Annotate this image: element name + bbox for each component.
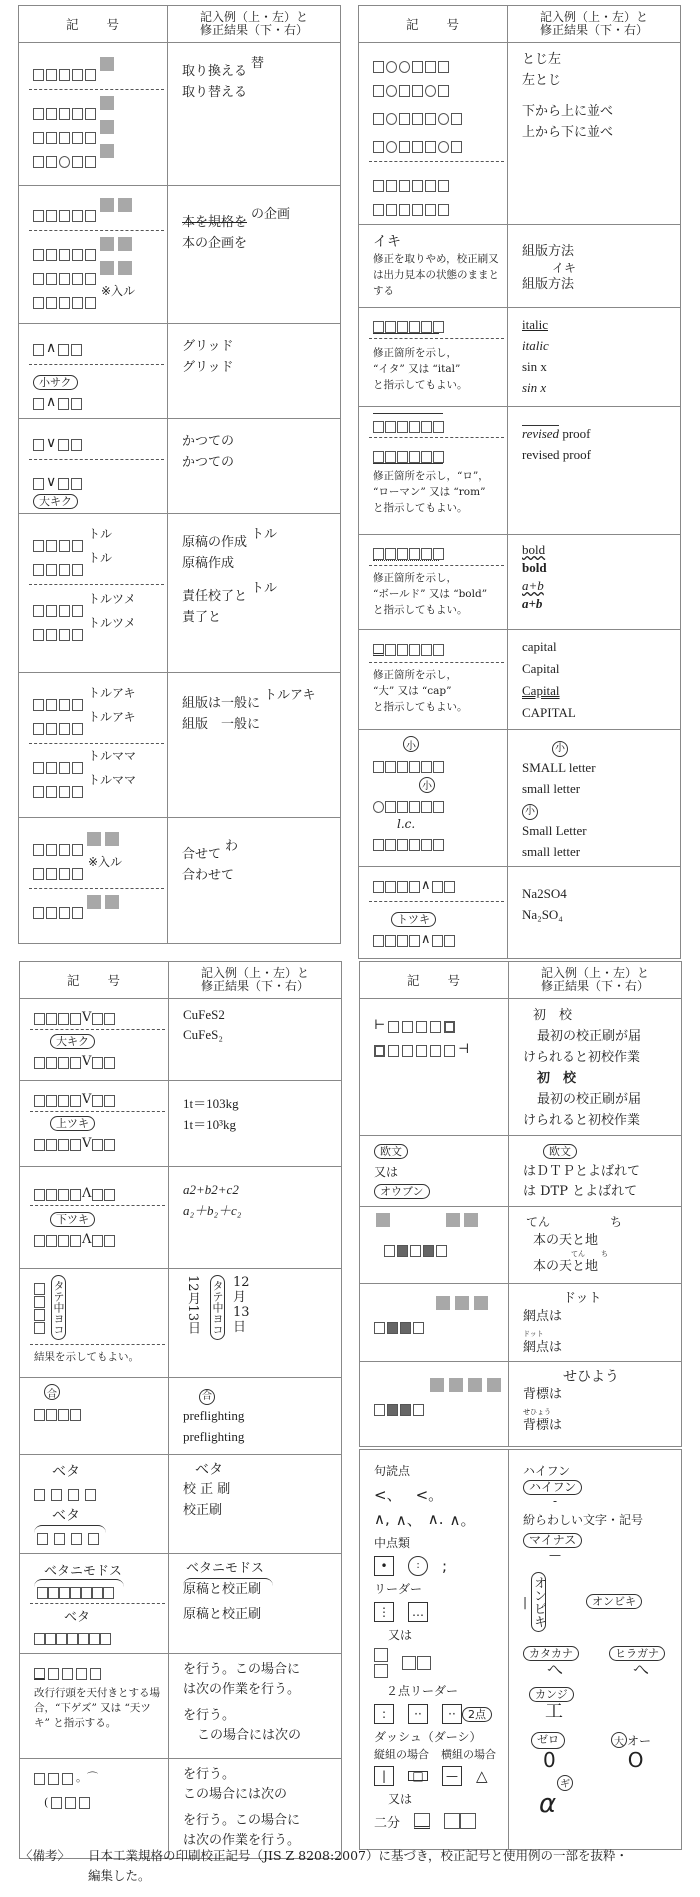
- section-title: ハイフン: [523, 1463, 571, 1478]
- middot-marks: • : ;: [374, 1556, 500, 1576]
- label-pill: タテ中ヨコ: [51, 1275, 66, 1340]
- symbol-cell: [20, 1269, 169, 1378]
- symbol-cell: 。⌒ (: [20, 1759, 169, 1859]
- note-text: 改行行頭を天付きとする場合，“下ゲズ” 又は “天ツキ” と指示する。: [34, 1687, 160, 1729]
- result-text: small letter: [522, 781, 581, 796]
- example-text: 組版方法: [522, 244, 575, 259]
- example-text: を行う。この場合に: [183, 1662, 301, 1677]
- example-cell: [508, 630, 681, 730]
- delete-label: トルツメ: [88, 616, 136, 630]
- header-example-line: 修正結果（下・右）: [200, 979, 309, 993]
- correction-mark: 替: [251, 56, 265, 71]
- ruby-mark: ドット: [563, 1291, 602, 1306]
- example-cell: [169, 1759, 342, 1859]
- example-text: は次の作業を行う。: [183, 1682, 301, 1697]
- symbol-cell: [359, 630, 508, 730]
- symbol-cell: [360, 1136, 509, 1207]
- row-halfwidth: [360, 1136, 682, 1207]
- ruby-text: せひょう: [523, 1408, 551, 1416]
- note-text: 修正箇所を示し，: [373, 669, 457, 681]
- result-text: revised proof: [522, 447, 591, 462]
- result-text: 組版 一般に: [182, 717, 261, 732]
- example-text: 初 校: [533, 1008, 573, 1023]
- example-text: Small Letter: [522, 823, 587, 838]
- correction-mark: トル: [251, 581, 278, 596]
- example-cell: [508, 407, 681, 535]
- example-cell: [508, 535, 681, 630]
- symbol-cell: [359, 407, 508, 535]
- zero-char: 0: [543, 1747, 556, 1772]
- footnote-text: 日本工業規格の印刷校正記号（JIS Z 8208:2007）に基づき，校正記号と使用例の一部を抜粋・: [88, 1848, 628, 1863]
- row-italic: [359, 308, 681, 407]
- row-ligature: [20, 1378, 342, 1455]
- row-restore-solid: [20, 1554, 342, 1654]
- delete-label: トルアキ: [88, 710, 136, 724]
- result-text: を行う。: [183, 1708, 236, 1723]
- example-text: 原稿の作成: [182, 535, 248, 550]
- result-text: 本の天と地: [533, 1259, 599, 1274]
- example-text: 1t＝103kg: [183, 1096, 239, 1111]
- example-cell: [168, 673, 341, 818]
- example-text: 網点は: [523, 1309, 563, 1324]
- row-indent: [360, 999, 682, 1136]
- example-cell: [168, 818, 341, 944]
- stet-label: イキ: [373, 234, 401, 250]
- result-text: 責了と: [182, 610, 222, 625]
- header-example: [168, 6, 341, 43]
- kanji-char: 工: [545, 1700, 563, 1722]
- label-pill: カタカナ: [523, 1646, 579, 1661]
- result-text: a+b: [522, 596, 543, 611]
- dash-marks: | □ — △: [374, 1766, 500, 1786]
- example-text: この場合には次の: [183, 1787, 288, 1802]
- or-text: 又は: [388, 1791, 413, 1806]
- row-solid: [20, 1455, 342, 1554]
- label-pill: 2点: [462, 1707, 492, 1722]
- row-stet: [359, 225, 681, 308]
- result-text: は次の作業を行う。: [183, 1833, 301, 1848]
- result-text: 本の企画を: [182, 236, 248, 251]
- header-example-line: 記入例（上・左）と: [200, 966, 309, 980]
- example-cell: [168, 514, 341, 673]
- result-text: CuFeS₂: [183, 1027, 223, 1042]
- symbol-cell: [359, 308, 508, 407]
- insert-label: ※入ル: [101, 284, 136, 298]
- note-text: 修正箇所を示し，: [373, 347, 457, 359]
- section-title: リーダー: [374, 1581, 423, 1596]
- row-capital: [359, 630, 681, 730]
- result-text: を行う。この場合に: [183, 1813, 301, 1828]
- leader-marks-alt: [374, 1648, 500, 1678]
- capital-mark: 大: [611, 1732, 627, 1748]
- result-text: bold: [522, 560, 547, 575]
- result-text: けられると初校作業: [523, 1113, 641, 1128]
- symbol-cell: [19, 818, 168, 944]
- example-cell: [508, 730, 681, 867]
- section-title: 紛らわしい文字・記号: [523, 1512, 644, 1527]
- symbol-cell: [360, 1284, 509, 1362]
- delete-label: トル: [88, 551, 113, 565]
- symbol-cell: [19, 514, 168, 673]
- symbol-cell: ∨ ∨ 大キク: [19, 419, 168, 514]
- row-subscript: [359, 867, 681, 959]
- example-text: proof: [562, 426, 591, 441]
- symbol-cell: [359, 43, 508, 225]
- row-punctuation-symbols: [360, 1448, 682, 1850]
- result-text: sin x: [522, 380, 547, 395]
- row-run-on: [20, 1759, 342, 1859]
- header-example-line: 記入例（上・左）と: [540, 966, 649, 980]
- note-text: 修正を取りやめ，校正刷又は出力見本の状態のままとする: [373, 253, 499, 297]
- example-text: 責任校了と: [182, 589, 248, 604]
- beta-label: ベタ: [195, 1462, 223, 1478]
- example-text: 最初の校正刷が届: [537, 1029, 642, 1044]
- label-pill: 下ツキ: [50, 1212, 95, 1227]
- beta-label: ベタ: [64, 1610, 91, 1625]
- row-superscript: [20, 1081, 342, 1167]
- label-pill: ヒラガナ: [609, 1646, 665, 1661]
- result-text: 12: [233, 1275, 250, 1290]
- row-delete: [19, 514, 341, 673]
- proof-table-bottom-left: [19, 961, 342, 1859]
- symbol-cell: [20, 1378, 169, 1455]
- small-mark: 小: [522, 804, 538, 820]
- header-example-line: 修正結果（下・右）: [199, 23, 308, 37]
- example-cell: [509, 1362, 682, 1448]
- result-text: 左とじ: [522, 73, 562, 88]
- ruby-mark: せひよう: [563, 1369, 619, 1385]
- row-ruby: [360, 1207, 682, 1284]
- row-mono-ruby: [360, 1362, 682, 1448]
- correction-mark: の企画: [251, 207, 291, 222]
- result-text: 日: [233, 1320, 247, 1335]
- result-text: 合わせて: [182, 868, 235, 883]
- correction-mark: トル: [251, 527, 278, 542]
- or-text: 又は: [388, 1627, 413, 1642]
- example-text: かつての: [182, 434, 235, 449]
- note-text: “ボールド” 又は “bold”: [373, 588, 488, 600]
- example-cell: [508, 43, 681, 225]
- leader-marks: ⋮ …: [374, 1602, 500, 1622]
- proof-table-bottom-right: [359, 961, 682, 1850]
- example-text: 合せて: [182, 847, 222, 862]
- result-text: かつての: [182, 455, 235, 470]
- section-title: 句読点: [374, 1463, 411, 1478]
- example-text: capital: [522, 639, 557, 654]
- header-example: [169, 962, 342, 999]
- label-pill: オンビキ: [531, 1572, 546, 1632]
- two-dot-leader-marks: : ·· ·· 2点: [374, 1704, 500, 1724]
- example-cell: [168, 324, 341, 419]
- note-text: と指示してもよい。: [373, 701, 468, 713]
- correction-mark: わ: [225, 839, 239, 854]
- result-text: 原稿作成: [182, 556, 235, 571]
- insert-label: ※入ル: [88, 855, 123, 869]
- label-pill: トツキ: [391, 912, 436, 927]
- row-subscript: [20, 1167, 342, 1269]
- symbol-cell: ∧ 小サク ∧: [19, 324, 168, 419]
- result-text: a₂＋b₂＋c₂: [183, 1203, 242, 1218]
- symbol-cell: [20, 1654, 169, 1759]
- example-text: a+b: [522, 578, 544, 593]
- symbol-cell: [19, 43, 168, 186]
- result-text: は DTP とよばれて: [523, 1184, 638, 1199]
- note-text: 結果を示してもよい。: [34, 1351, 139, 1363]
- note-text: 修正箇所を示し，“ロ”，: [373, 470, 489, 482]
- symbol-cell: V 上ツキ V: [20, 1081, 169, 1167]
- example-cell: [168, 186, 341, 324]
- label-pill: オウブン: [374, 1184, 430, 1199]
- ruby-mark: ち: [610, 1215, 623, 1229]
- label-pill: マイナス: [523, 1533, 582, 1548]
- delete-label: トルママ: [88, 773, 137, 787]
- ligature-mark: 合: [44, 1384, 60, 1400]
- small-mark: 小: [552, 741, 568, 757]
- example-text: はＤＴＰとよばれて: [523, 1164, 641, 1179]
- symbol-cell: Λ 下ツキ Λ: [20, 1167, 169, 1269]
- or-text: 又は: [374, 1165, 399, 1179]
- beta-label: ベタ: [52, 1464, 80, 1480]
- oh-label: オー: [627, 1733, 652, 1748]
- ligature-mark: 合: [199, 1389, 215, 1405]
- result-text: 背標は: [523, 1418, 563, 1433]
- example-cell: [508, 308, 681, 407]
- symbol-cell: [20, 1455, 169, 1554]
- punctuation-marks: <、 <。: [374, 1485, 444, 1504]
- example-cell: [169, 1378, 342, 1455]
- header-symbol: 記 号: [360, 962, 509, 999]
- label-pill: ハイフン: [523, 1480, 582, 1495]
- example-text: SMALL letter: [522, 760, 596, 775]
- label-pill: オンビキ: [586, 1594, 642, 1609]
- oh-char: O: [627, 1747, 644, 1772]
- row-unindent: [20, 1654, 342, 1759]
- row-delete-space: [19, 673, 341, 818]
- example-text: 下から上に並べ: [522, 104, 614, 119]
- example-cell: [509, 1136, 682, 1207]
- example-text: Capital: [522, 683, 560, 698]
- example-text: グリッド: [182, 339, 234, 354]
- symbol-cell: ⊢ ⊣: [360, 999, 509, 1136]
- note-text: 修正箇所を示し，: [373, 572, 457, 584]
- symbol-cell: [19, 673, 168, 818]
- footnote: [20, 1846, 628, 1883]
- result-text: 網点は: [523, 1340, 563, 1355]
- row-group-ruby: [360, 1284, 682, 1362]
- row-roman: [359, 407, 681, 535]
- example-text: 本の天と地: [533, 1233, 599, 1248]
- row-small: [359, 730, 681, 867]
- example-text: とじ左: [522, 52, 562, 67]
- half-label: 二分: [374, 1815, 401, 1831]
- label-pill: 小サク: [33, 375, 78, 390]
- footnote-text: 編集した。: [88, 1868, 151, 1883]
- small-mark: 小: [403, 736, 419, 752]
- half-dash-marks: [374, 1812, 500, 1831]
- row-reduce: [19, 324, 341, 419]
- example-text: けられると初校作業: [523, 1050, 641, 1065]
- subsection-label: 縦組の場合: [374, 1747, 429, 1761]
- delete-label: トルママ: [88, 749, 137, 763]
- example-cell: [169, 1455, 342, 1554]
- symbol-cell: [360, 1362, 509, 1448]
- ruby-text: ち: [601, 1250, 608, 1258]
- beta-label: ベタニモドス: [44, 1564, 122, 1579]
- symbol-cell: ∧ トツキ ∧: [359, 867, 508, 959]
- result-text: Na₂SO₄: [522, 907, 563, 922]
- example-text: bold: [522, 542, 546, 557]
- example-text: 背標は: [523, 1387, 563, 1402]
- label-pill: カンジ: [529, 1687, 574, 1702]
- example-cell: [168, 419, 341, 514]
- result-text: small letter: [522, 844, 581, 859]
- symbol-cell: [20, 1554, 169, 1654]
- row-full-size: [20, 999, 342, 1081]
- symbol-cell: [359, 730, 508, 867]
- note-text: “ローマン” 又は “rom”: [373, 486, 486, 498]
- result-text: 組版方法: [522, 277, 575, 292]
- example-cell: [169, 1654, 342, 1759]
- example-text: a2+b2+c2: [183, 1182, 239, 1197]
- result-text: グリッド: [182, 360, 234, 375]
- label-pill: 大キク: [50, 1034, 95, 1049]
- example-text: preflighting: [183, 1408, 245, 1423]
- subsection-label: 横組の場合: [441, 1747, 496, 1761]
- section-title: 中点類: [374, 1535, 411, 1550]
- example-cell: [169, 1081, 342, 1167]
- result-text: 初 校: [537, 1071, 577, 1086]
- example-cell: [169, 999, 342, 1081]
- label-pill: タテ中ヨコ: [210, 1275, 225, 1340]
- label-pill: 欧文: [543, 1144, 577, 1159]
- result-text: 13: [233, 1305, 250, 1320]
- result-text: 最初の校正刷が届: [537, 1092, 642, 1107]
- symbol-cell: [359, 225, 508, 308]
- note-text: と指示してもよい。: [373, 502, 468, 514]
- header-example-line: 記入例（上・左）と: [199, 10, 308, 24]
- result-text: preflighting: [183, 1429, 245, 1444]
- header-example-line: 記入例（上・左）と: [539, 10, 648, 24]
- example-text: 本を規格を: [182, 215, 248, 230]
- header-symbol: 記 号: [20, 962, 169, 999]
- result-text: 校正刷: [183, 1503, 223, 1518]
- label-pill: 上ツキ: [50, 1116, 95, 1131]
- example-text: 取り換える: [182, 64, 248, 79]
- lc-mark: l.c.: [397, 817, 416, 831]
- note-text: “イタ” 又は “ital”: [373, 363, 461, 375]
- stet-mark: イキ: [552, 261, 577, 275]
- row-replace-multi: [19, 186, 341, 324]
- example-text: CuFeS2: [183, 1007, 225, 1022]
- row-insert: [19, 818, 341, 944]
- row-transpose: [359, 43, 681, 225]
- note-text: と指示してもよい。: [373, 604, 468, 616]
- result-text: この場合には次の: [197, 1728, 302, 1743]
- header-symbol: 記 号: [19, 6, 168, 43]
- small-mark: 小: [419, 777, 435, 793]
- header-example-line: 修正結果（下・右）: [540, 979, 649, 993]
- example-cell: [508, 867, 681, 959]
- section-title: ダッシュ（ダーシ）: [374, 1729, 482, 1744]
- row-bold: [359, 535, 681, 630]
- example-cell: [509, 1207, 682, 1284]
- header-example-line: 修正結果（下・右）: [539, 23, 648, 37]
- result-text: CAPITAL: [522, 705, 576, 720]
- example-cell: [169, 1554, 342, 1654]
- symbol-cell-right: ハイフン ハイフン ‐ 紛らわしい文字・記号 マイナス — | オンビキ オンビキ カタカナ ヒラガナ へ へ カンジ 工 ゼロ 大 オー 0 O α ギ: [509, 1448, 682, 1850]
- symbol-cell: [360, 1448, 509, 1850]
- example-cell: [169, 1167, 342, 1269]
- result-text: 取り替える: [182, 85, 248, 100]
- alpha-char: α: [539, 1788, 557, 1819]
- beta-label: ベタ: [52, 1508, 80, 1524]
- proof-table-top-left: [18, 5, 341, 944]
- example-cell: [509, 1284, 682, 1362]
- header-symbol: 記 号: [359, 6, 508, 43]
- result-text: 月: [233, 1290, 247, 1305]
- example-text: italic: [522, 317, 548, 332]
- header-example: [508, 6, 681, 43]
- ruby-mark: てん: [526, 1215, 551, 1229]
- example-text: Na2SO4: [522, 886, 567, 901]
- result-text: 1t＝10³kg: [183, 1117, 237, 1132]
- example-cell: [509, 999, 682, 1136]
- delete-label: トルツメ: [88, 592, 136, 606]
- footnote-label: 〈備考〉: [20, 1848, 71, 1863]
- example-text: 12月13日: [185, 1275, 200, 1335]
- result-text: 上から下に並べ: [522, 125, 614, 140]
- delete-label: トルアキ: [88, 686, 136, 700]
- result-text: Capital: [522, 661, 560, 676]
- row-replace: [19, 43, 341, 186]
- label-pill: ゼロ: [531, 1732, 565, 1749]
- result-text: italic: [522, 338, 549, 353]
- section-title: ２点リーダー: [386, 1683, 459, 1698]
- delete-label: トル: [88, 527, 113, 541]
- correction-mark: トルアキ: [264, 688, 316, 703]
- symbol-cell: [359, 535, 508, 630]
- example-text: 校 正 刷: [183, 1482, 231, 1497]
- symbol-cell: [360, 1207, 509, 1284]
- row-tatechuyoko: [20, 1269, 342, 1378]
- ruby-text: てん: [571, 1250, 585, 1258]
- punctuation-marks: ∧, ∧、 ∧. ∧。: [374, 1510, 476, 1529]
- example-cell: [168, 43, 341, 186]
- result-text: 原稿と校正刷: [183, 1607, 262, 1622]
- proof-table-top-right: [358, 5, 681, 959]
- example-text: 原稿と校正刷: [183, 1578, 273, 1600]
- beta-label: ベタニモドス: [186, 1561, 264, 1576]
- symbol-cell: [19, 186, 168, 324]
- example-cell: [508, 225, 681, 308]
- example-text: を行う。: [183, 1767, 236, 1782]
- symbol-cell: V 大キク V: [20, 999, 169, 1081]
- label-pill: 大キク: [33, 494, 78, 509]
- greek-mark: ギ: [557, 1775, 573, 1791]
- example-text: 組版は一般に: [182, 696, 261, 711]
- header-example: [509, 962, 682, 999]
- example-text: revised: [522, 426, 560, 441]
- note-text: と指示してもよい。: [373, 379, 468, 391]
- example-text: sin x: [522, 359, 547, 374]
- ruby-text: ドット: [523, 1330, 544, 1338]
- row-enlarge: [19, 419, 341, 514]
- example-cell: [169, 1269, 342, 1378]
- label-pill: 欧文: [374, 1144, 408, 1159]
- note-text: “大” 又は “cap”: [373, 685, 452, 697]
